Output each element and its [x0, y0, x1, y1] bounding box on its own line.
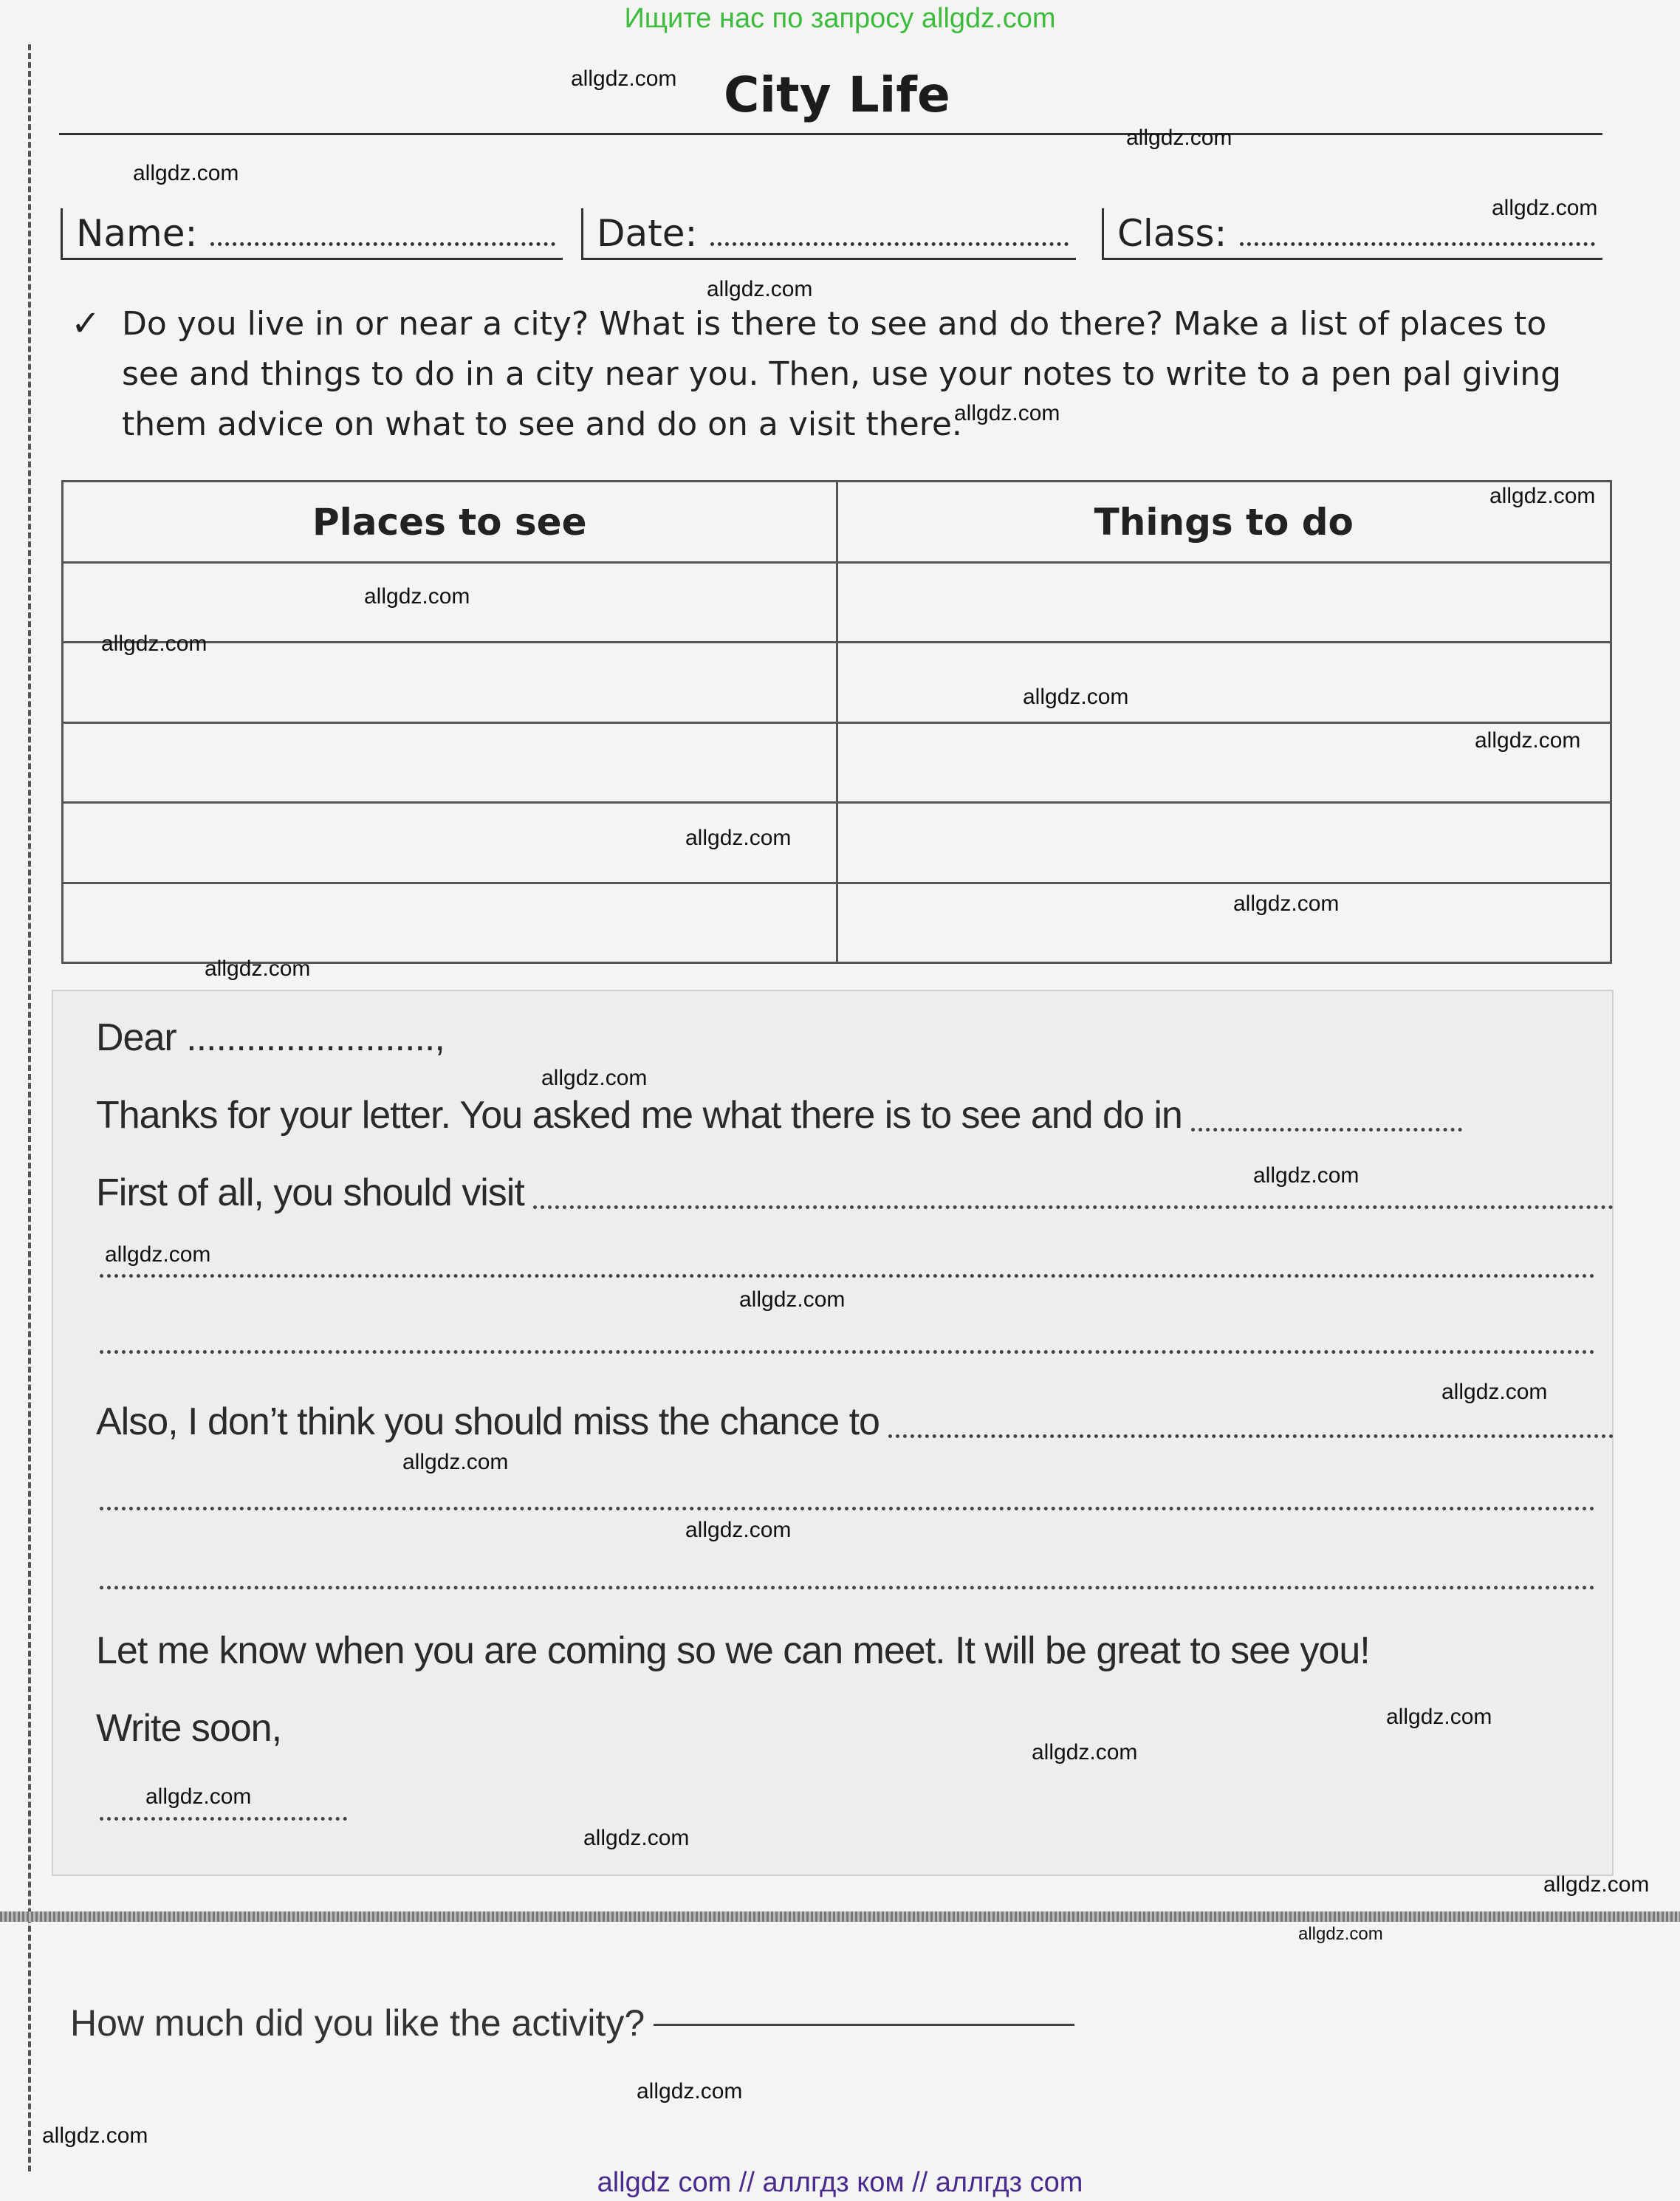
watermark: allgdz.com — [541, 1066, 648, 1090]
watermark: allgdz.com — [1032, 1740, 1138, 1764]
watermark: allgdz.com — [1233, 891, 1340, 916]
letter-also-line[interactable] — [96, 1400, 1614, 1444]
watermark: allgdz.com — [637, 2079, 743, 2104]
name-blank[interactable] — [210, 220, 555, 246]
places-things-table — [61, 480, 1612, 964]
places-header: Places to see — [63, 482, 837, 563]
letter-write: Write soon, — [96, 1707, 282, 1750]
activity-question: How much did you like the activity? — [70, 2002, 645, 2044]
watermark: allgdz.com — [685, 1518, 792, 1542]
watermark: allgdz.com — [1492, 196, 1598, 220]
watermark: allgdz.com — [707, 277, 813, 301]
things-cell[interactable] — [837, 563, 1611, 643]
date-blank[interactable] — [710, 220, 1069, 246]
date-field[interactable] — [581, 208, 1076, 260]
letter-first-line[interactable] — [96, 1171, 1614, 1215]
letter-know-line — [96, 1629, 1614, 1673]
table-row — [63, 643, 1611, 722]
watermark: allgdz.com — [1298, 1924, 1383, 1944]
section-separator — [0, 1911, 1680, 1922]
page-title: City Life — [724, 66, 950, 123]
watermark: allgdz.com — [145, 1784, 252, 1809]
watermark: allgdz.com — [954, 401, 1060, 425]
city-blank[interactable] — [1191, 1113, 1462, 1132]
watermark: allgdz.com — [1441, 1380, 1548, 1404]
blank-line[interactable] — [100, 1267, 1595, 1278]
watermark: allgdz.com — [402, 1450, 509, 1474]
blank-line[interactable] — [100, 1578, 1595, 1589]
watermark: allgdz.com — [583, 1826, 690, 1850]
watermark: allgdz.com — [101, 631, 208, 656]
visit-blank[interactable] — [533, 1191, 1614, 1209]
checkmark-icon: ✓ — [71, 304, 101, 343]
letter-thanks: Thanks for your letter. You asked me what there is to see and do in — [96, 1094, 1182, 1137]
watermark: allgdz.com — [1126, 126, 1232, 150]
date-label: Date: — [597, 211, 698, 255]
letter-dear-line[interactable] — [96, 1016, 1614, 1060]
watermark: allgdz.com — [364, 584, 470, 609]
watermark: allgdz.com — [571, 66, 677, 91]
letter-know: Let me know when you are coming so we can meet. It will be great to see you! — [96, 1629, 1370, 1672]
things-cell[interactable] — [837, 643, 1611, 722]
watermark: allgdz.com — [1475, 728, 1581, 753]
watermark: allgdz.com — [1023, 685, 1129, 709]
table-row — [63, 883, 1611, 962]
letter-first: First of all, you should visit — [96, 1171, 524, 1214]
watermark: allgdz.com — [685, 826, 792, 850]
class-label: Class: — [1117, 211, 1227, 255]
top-banner[interactable]: Ищите нас по запросу allgdz.com — [624, 3, 1056, 34]
signature-blank[interactable] — [100, 1810, 347, 1821]
perforation-line — [28, 44, 31, 2171]
watermark: allgdz.com — [1253, 1163, 1360, 1188]
things-header: Things to do — [837, 482, 1611, 563]
watermark: allgdz.com — [739, 1287, 846, 1312]
name-field[interactable] — [61, 208, 563, 260]
things-cell[interactable] — [837, 803, 1611, 883]
blank-line[interactable] — [100, 1343, 1595, 1354]
table-row — [63, 803, 1611, 883]
watermark: allgdz.com — [205, 956, 311, 981]
places-cell[interactable] — [63, 883, 837, 962]
letter-also: Also, I don’t think you should miss the chance to — [96, 1400, 880, 1443]
table-row — [63, 722, 1611, 802]
activity-answer-line[interactable] — [654, 2024, 1074, 2026]
bottom-banner[interactable]: allgdz com // аллгдз ком // аллгдз com — [597, 2167, 1083, 2198]
watermark: allgdz.com — [42, 2123, 148, 2148]
letter-thanks-line[interactable] — [96, 1093, 1462, 1137]
watermark: allgdz.com — [1386, 1705, 1492, 1729]
class-blank[interactable] — [1240, 220, 1595, 246]
watermark: allgdz.com — [1489, 484, 1596, 508]
table-row — [63, 563, 1611, 643]
watermark: allgdz.com — [133, 161, 239, 185]
blank-line[interactable] — [100, 1499, 1595, 1510]
watermark: allgdz.com — [1543, 1872, 1650, 1897]
places-cell[interactable] — [63, 722, 837, 802]
chance-blank[interactable] — [888, 1420, 1614, 1438]
letter-dear: Dear ........................., — [96, 1016, 445, 1059]
title-rule — [59, 133, 1602, 135]
things-cell[interactable] — [837, 883, 1611, 962]
watermark: allgdz.com — [105, 1242, 211, 1267]
instructions: Do you live in or near a city? What is there to see and do there? Make a list of places to see and things to do in a city near you. Then, use your notes to write to a pen pal giving them advice on what to see and do on a visit there. — [122, 305, 1562, 443]
name-label: Name: — [76, 211, 198, 255]
